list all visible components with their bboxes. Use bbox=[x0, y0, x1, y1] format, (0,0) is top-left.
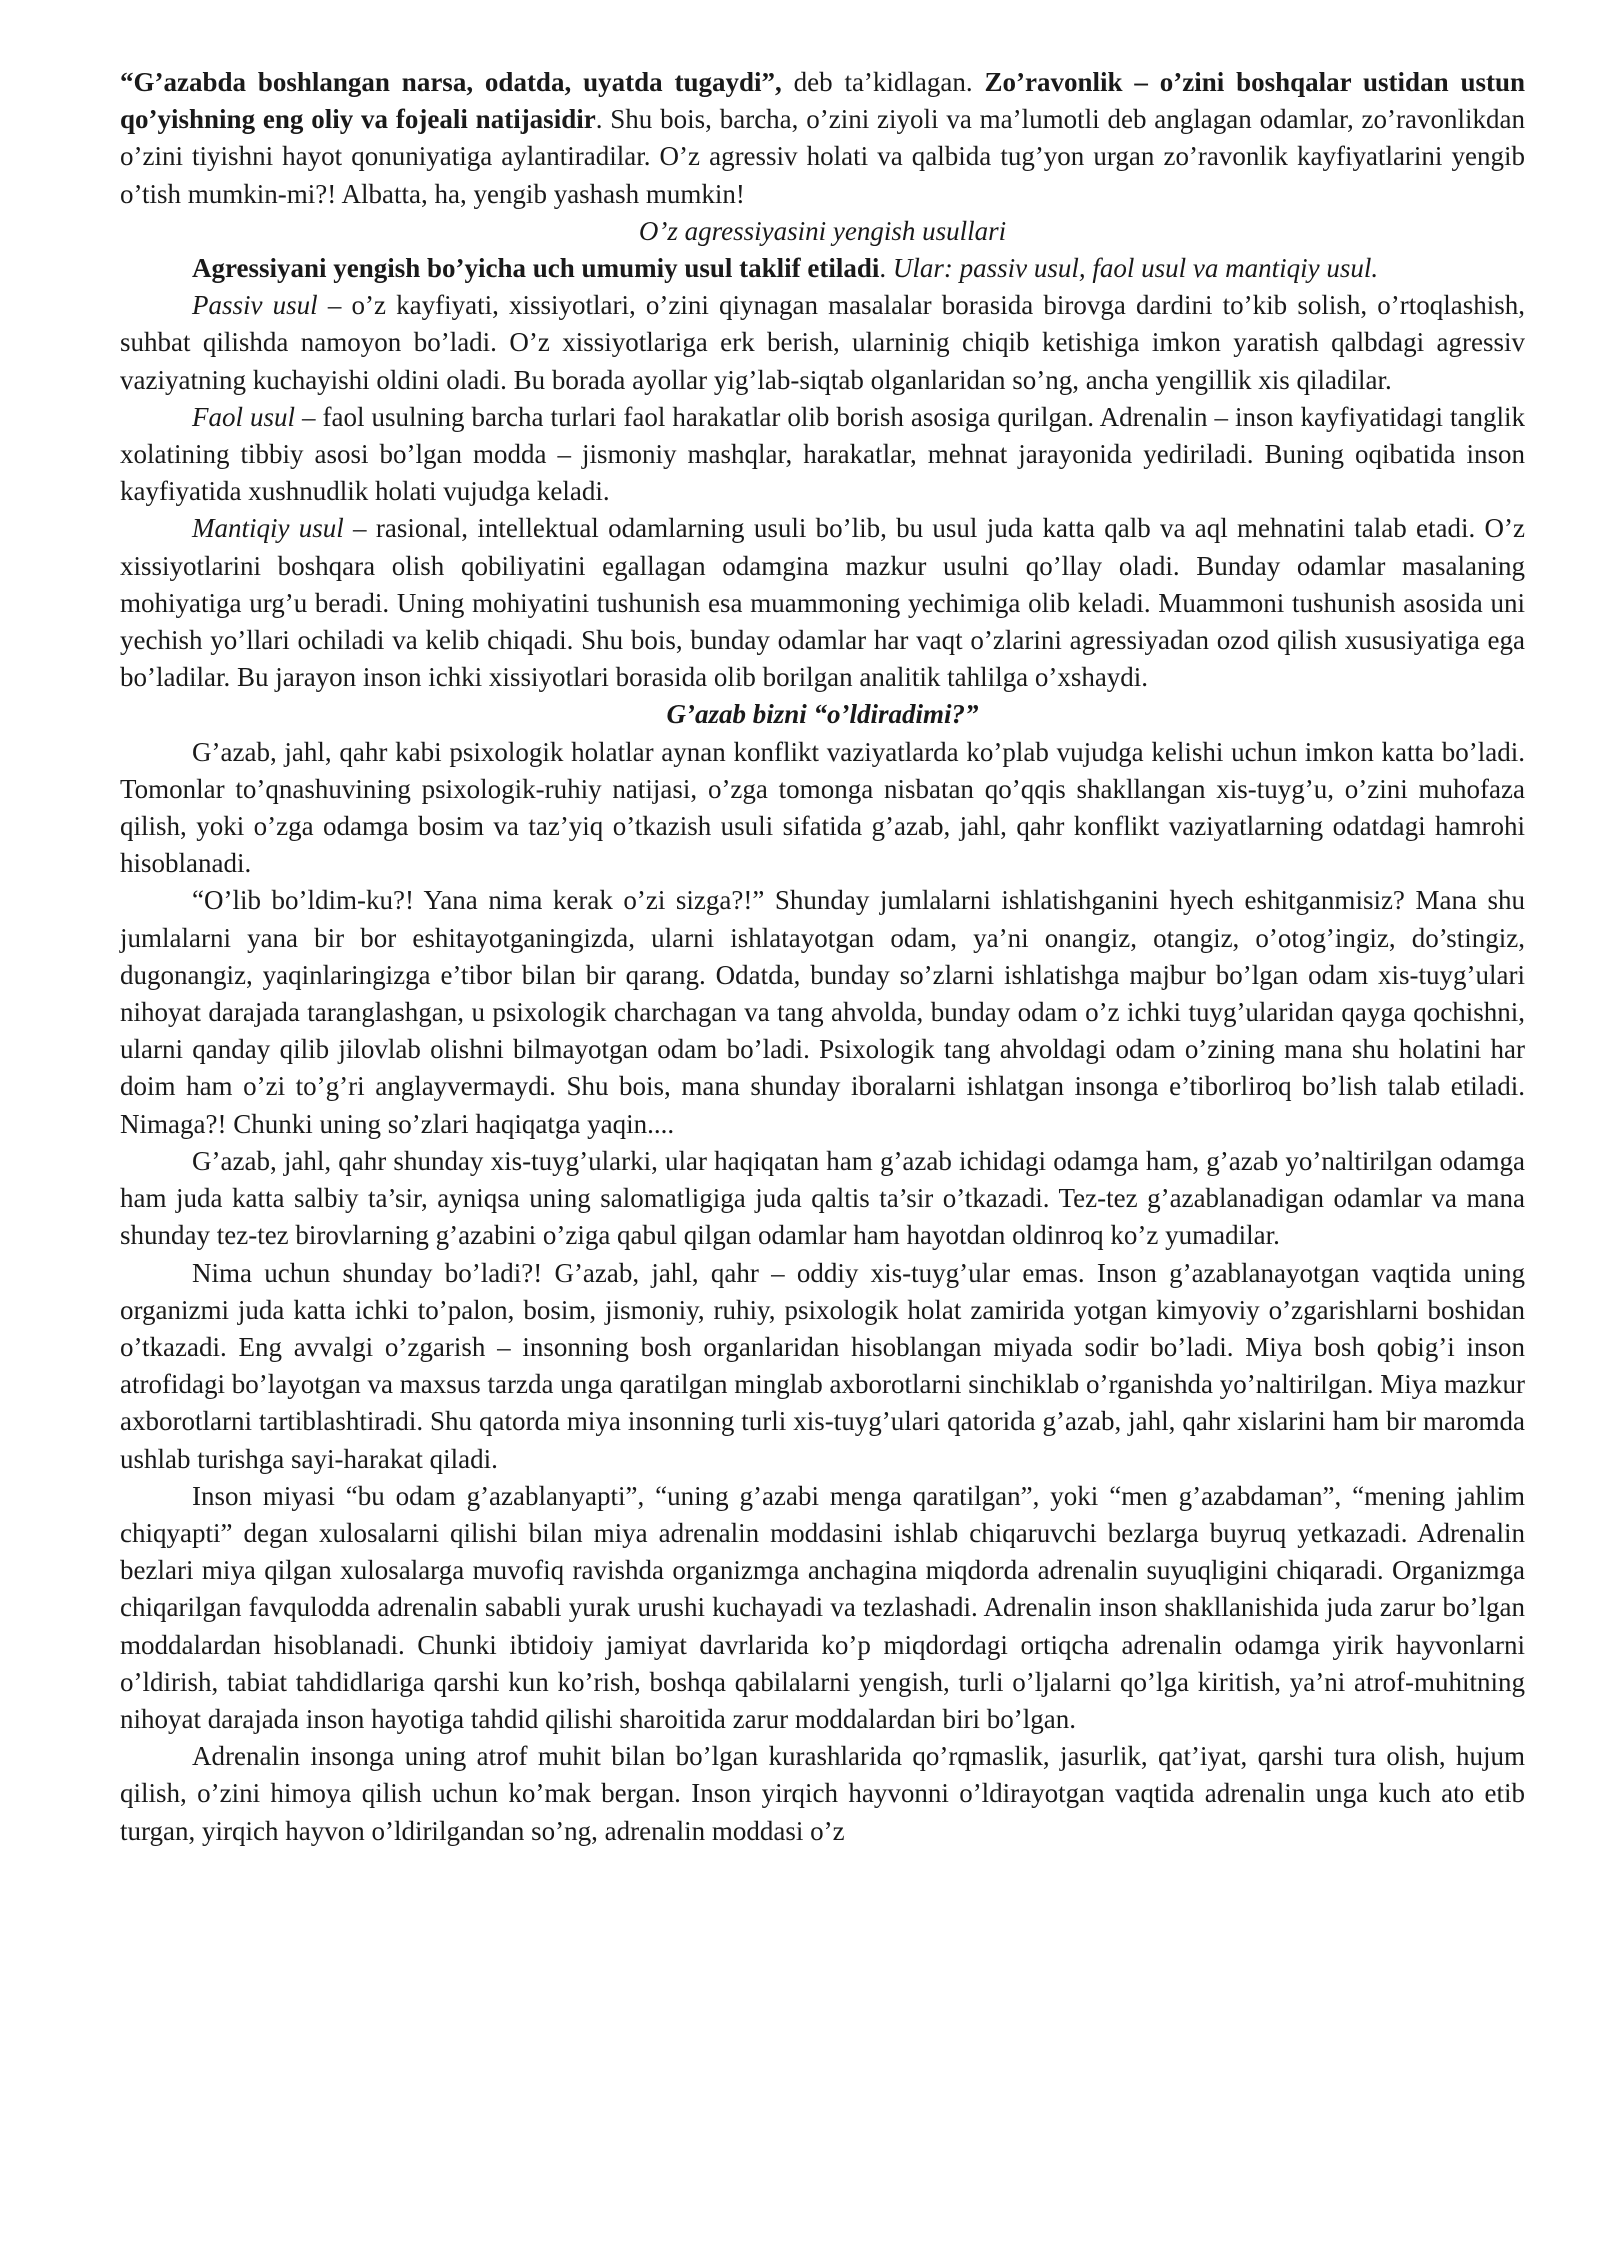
statement-bold: Agressiyani yengish bo’yicha uch umumiy usul taklif etiladi bbox=[192, 253, 880, 284]
paragraph-active-method bbox=[120, 399, 1525, 511]
heading-text: O’z agressiyasini yengish usullari bbox=[638, 215, 1007, 246]
paragraph-body: Nima uchun shunday bo’ladi?! G’azab, jahl, qahr – oddiy xis-tuyg’ular emas. Inson g’azablanayotgan vaqtida uning organizmi juda katta ichki to’palon, bosim, jismoniy, ruhiy, psixologik holat zamirida yotgan kimyoviy o’zgarishlarni boshidan o’tkazadi. Eng avvalgi o’zgarish – insonning bosh organlaridan hisoblangan miyada sodir bo’ladi. Miya bosh qobig’i inson atrofidagi bo’layotgan va maxsus tarzda unga qaratilgan minglab axborotlarni sinchiklab o’rganishda yo’naltirilgan. Miya mazkur axborotlarni tartiblashtiradi. Shu qatorda miya insonning turli xis-tuyg’ulari qatorida g’azab, jahl, qahr xislarini ham bir maromda ushlab turishga sayi-harakat qiladi. bbox=[120, 1257, 1525, 1474]
paragraph-body: “O’lib bo’ldim-ku?! Yana nima kerak o’zi sizga?!” Shunday jumlalarni ishlatishganini hyech eshitganmisiz? Mana shu jumlalarni yana bir bor eshitayotganingizda, ularni ishlatayotgan odam, ya’ni onangiz, otangiz, o’otog’ingiz, do’stingiz, dugonangiz, yaqinlaringizga e’tibor bilan bir qarang. Odatda, bunday so’zlarni ishlatishga majbur bo’lgan odam xis-tuyg’ulari nihoyat darajada taranglashgan, u psixologik charchagan va tang ahvolda, bunday odam o’z ichki tuyg’ularidan qayga qochishni, ularni qanday qilib jilovlab olishni bilmayotgan odam bo’ladi. Psixologik tang ahvoldagi odam o’zining mana shu holatini har doim ham o’zi to’g’ri anglayvermaydi. Shu bois, mana shunday iboralarni ishlatgan insonga e’tiborliroq bo’lish talab etiladi. Nimaga?! Chunki uning so’zlari haqiqatga yaqin.... bbox=[120, 885, 1525, 1139]
paragraph-intro bbox=[120, 64, 1525, 213]
term-logical: Mantiqiy usul bbox=[192, 513, 344, 544]
paragraph-body: Inson miyasi “bu odam g’azablanyapti”, “uning g’azabi menga qaratilgan”, yoki “men g’azabdaman”, “mening jahlim chiqyapti” degan xulosalarni qilishi bilan miya adrenalin moddasini ishlab chiqaruvchi bezlarga buyruq yetkazadi. Adrenalin bezlari miya qilgan xulosalarga muvofiq ravishda organizmga anchagina miqdorda adrenalin suyuqligini chiqaradi. Organizmga chiqarilgan favqulodda adrenalin sababli yurak urushi kuchayadi va tezlashadi. Adrenalin inson shakllanishida juda zarur bo’lgan moddalardan hisoblanadi. Chunki ibtidoiy jamiyat davrlarida ko’p miqdordagi ortiqcha adrenalin odamga yirik hayvonlarni o’ldirish, tabiat tahdidlariga qarshi kun ko’rish, boshqa qabilalarni yengish, turli o’ljalarni qo’lga kiritish, ya’ni atrof-muhitning nihoyat darajada inson hayotiga tahdid qilishi sharoitida zarur moddalardan biri bo’lgan. bbox=[120, 1480, 1525, 1734]
section-heading-anger bbox=[120, 696, 1525, 733]
text: – o’z kayfiyati, xissiyotlari, o’zini qiynagan masalalar borasida birovga dardini to’kib solish, o’rtoqlashish, suhbat qilishda namoyon bo’ladi. O’z xissiyotlariga erk berish, ularninig chiqib ketishiga imkon yaratish qalbdagi agressiv vaziyatning kuchayishi oldini oladi. Bu borada ayollar yig’lab-siqtab olganlaridan so’ng, ancha yengillik xis qiladilar. bbox=[120, 290, 1525, 395]
heading-text: G’azab bizni “o’ldiradimi?” bbox=[666, 699, 979, 730]
text: . Shu bois, barcha, o’zini ziyoli va ma’lumotli deb anglagan odamlar, zo’ravonlikdan o’zini tiyishni hayot qonuniyatiga aylantiradilar. O’z agressiv holati va qalbida tug’yon urgan zo’ravonlik kayfiyatlarini yengib o’tish mumkin-mi?! Albatta, ha, yengib yashash mumkin! bbox=[120, 104, 1525, 209]
document-page bbox=[120, 64, 1525, 1850]
statement-bold: Zo’ravonlik – o’zini boshqalar ustidan ustun qo’yishning eng oliy va fojeali natijasidir bbox=[120, 67, 1525, 135]
quote-bold: “G’azabda boshlangan narsa, odatda, uyatda tugaydi”, bbox=[120, 67, 782, 97]
paragraph-body: G’azab, jahl, qahr kabi psixologik holatlar aynan konflikt vaziyatlarda ko’plab vujudga kelishi uchun imkon katta bo’ladi. Tomonlar to’qnashuvining psixologik-ruhiy natijasi, o’zga tomonga nisbatan qo’qqis shakllangan xis-tuyg’u, o’zini muhofaza qilish, yoki o’zga odamga bosim va taz’yiq o’tkazish usuli sifatida g’azab, jahl, qahr konflikt vaziyatlarning odatdagi hamrohi hisoblanadi. bbox=[120, 736, 1525, 879]
paragraph-body: Adrenalin insonga uning atrof muhit bilan bo’lgan kurashlarida qo’rqmaslik, jasurlik, qat’iyat, qarshi tura olish, hujum qilish, o’zini himoya qilish uchun ko’mak bergan. Inson yirqich hayvonni o’ldirayotgan vaqtida adrenalin unga kuch ato etib turgan, yirqich hayvon o’ldirilgandan so’ng, adrenalin moddasi o’z bbox=[120, 1741, 1525, 1846]
term-active: Faol usul bbox=[192, 401, 296, 432]
methods-list: Ular: passiv usul, faol usul va mantiqiy usul. bbox=[892, 253, 1379, 284]
paragraph-methods-intro bbox=[120, 250, 1525, 287]
text: . bbox=[879, 253, 893, 284]
paragraph-passive-method bbox=[120, 287, 1525, 399]
text: – faol usulning barcha turlari faol harakatlar olib borish asosiga qurilgan. Adrenalin – inson kayfiyatidagi tanglik xolatining tibbiy asosi bo’lgan modda – jismoniy mashqlar, harakatlar, mehnat jarayonida yediriladi. Buning oqibatida inson kayfiyatida xushnudlik holati vujudga keladi. bbox=[120, 401, 1525, 507]
paragraph-logical-method bbox=[120, 510, 1525, 696]
paragraph-body: G’azab, jahl, qahr shunday xis-tuyg’ularki, ular haqiqatan ham g’azab ichidagi odamga ham, g’azab yo’naltirilgan odamga ham juda katta salbiy ta’sir, ayniqsa uning salomatligiga juda qaltis ta’sir o’tkazadi. Tez-tez g’azablanadigan odamlar va mana shunday tez-tez birovlarning g’azabini o’ziga qabul qilgan odamlar ham hayotdan oldinroq ko’z yumadilar. bbox=[120, 1145, 1525, 1251]
text: – rasional, intellektual odamlarning usuli bo’lib, bu usul juda katta qalb va aql mehnatini talab etadi. O’z xissiyotlarini boshqara olish qobiliyatini egallagan odamgina mazkur usulni qo’llay oladi. Bunday odamlar masalaning mohiyatiga urg’u beradi. Uning mohiyatini tushunish esa muammoning yechimiga olib keladi. Muammoni tushunish asosida uni yechish yo’llari ochiladi va kelib chiqadi. Shu bois, bunday odamlar har vaqt o’zlarini agressiyadan ozod qilish xususiyatiga ega bo’ladilar. Bu jarayon inson ichki xissiyotlari borasida olib borilgan analitik tahlilga o’xshaydi. bbox=[120, 513, 1525, 693]
section-heading-methods bbox=[120, 213, 1525, 250]
text: deb ta’kidlagan. bbox=[781, 67, 985, 97]
term-passive: Passiv usul bbox=[192, 290, 318, 321]
